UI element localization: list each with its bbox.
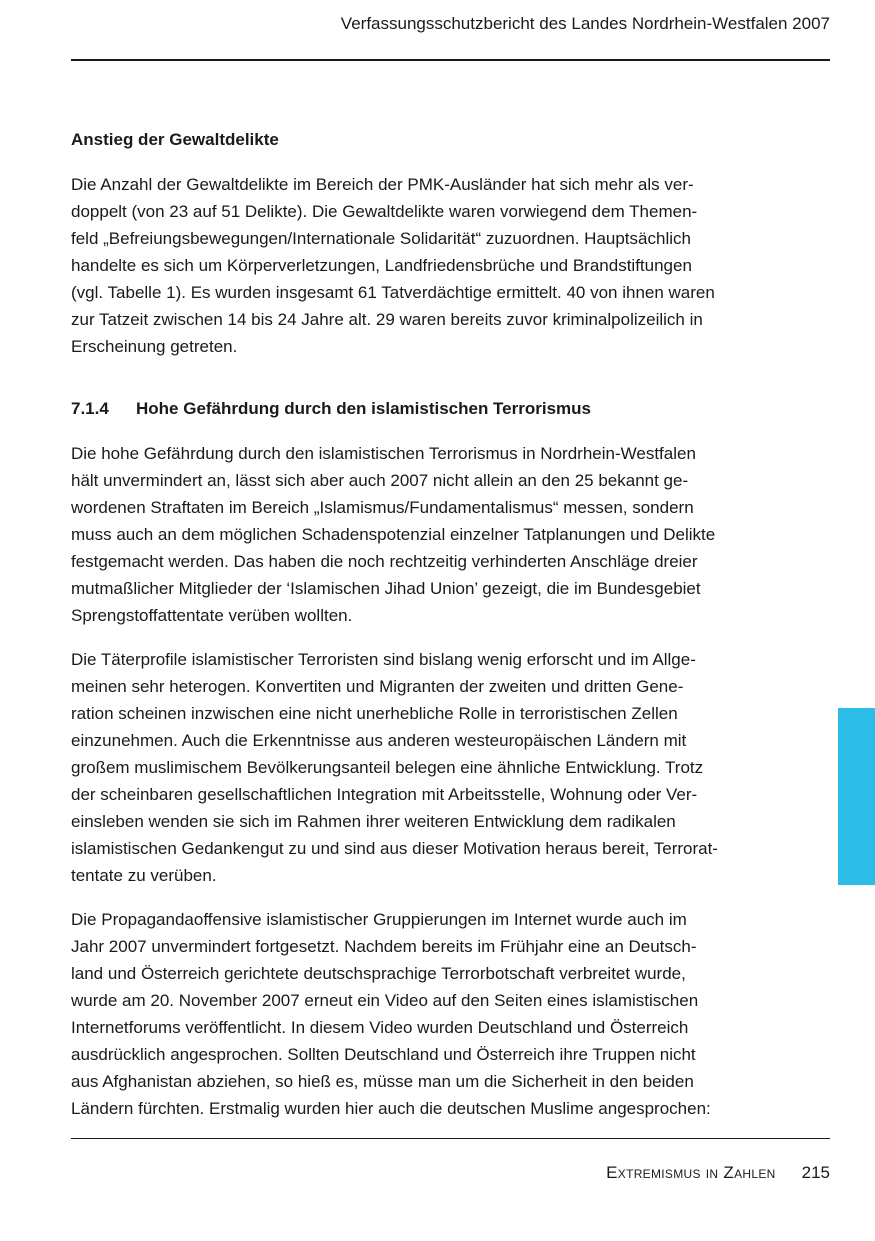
footer-section-title: Extremismus in Zahlen xyxy=(606,1163,776,1182)
text-line: hält unvermindert an, lässt sich aber auch 2007 nicht allein an den 25 bekannt ge- xyxy=(71,471,689,490)
text-line: einsleben wenden sie sich im Rahmen ihrer weiteren Entwicklung dem radikalen xyxy=(71,812,676,831)
paragraph-gefaehrdung xyxy=(71,440,791,629)
text-line: handelte es sich um Körperverletzungen, Landfriedensbrüche und Brandstiftungen xyxy=(71,256,692,275)
text-line: Jahr 2007 unvermindert fortgesetzt. Nachdem bereits im Frühjahr eine an Deutsch- xyxy=(71,937,697,956)
text-line: großem muslimischem Bevölkerungsanteil belegen eine ähnliche Entwicklung. Trotz xyxy=(71,758,704,777)
page-number: 215 xyxy=(801,1163,830,1182)
text-line: Erscheinung getreten. xyxy=(71,337,238,356)
text-line: meinen sehr heterogen. Konvertiten und Migranten der zweiten und dritten Gene- xyxy=(71,677,684,696)
text-line: islamistischen Gedankengut zu und sind aus dieser Motivation heraus bereit, Terrorat- xyxy=(71,839,718,858)
text-line: Die Täterprofile islamistischer Terroristen sind bislang wenig erforscht und im Allge- xyxy=(71,650,696,669)
text-line: (vgl. Tabelle 1). Es wurden insgesamt 61 Tatverdächtige ermittelt. 40 von ihnen waren xyxy=(71,283,715,302)
text-line: mutmaßlicher Mitglieder der ‘Islamischen Jihad Union’ gezeigt, die im Bundesgebiet xyxy=(71,579,701,598)
paragraph-taeterprofile xyxy=(71,646,791,889)
text-line: feld „Befreiungsbewegungen/Internationale Solidarität“ zuzuordnen. Hauptsächlich xyxy=(71,229,691,248)
page-footer xyxy=(606,1163,830,1183)
chapter-title: Hohe Gefährdung durch den islamistischen Terrorismus xyxy=(136,399,591,418)
text-line: Sprengstoffattentate verüben wollten. xyxy=(71,606,353,625)
text-line: festgemacht werden. Das haben die noch rechtzeitig verhinderten Anschläge dreier xyxy=(71,552,698,571)
text-line: tentate zu verüben. xyxy=(71,866,217,885)
text-line: der scheinbaren gesellschaftlichen Integration mit Arbeitsstelle, Wohnung oder Ver- xyxy=(71,785,698,804)
text-line: Internetforums veröffentlicht. In diesem Video wurden Deutschland und Österreich xyxy=(71,1018,689,1037)
text-line: Die Propagandaoffensive islamistischer Gruppierungen im Internet wurde auch im xyxy=(71,910,687,929)
section-heading: Anstieg der Gewaltdelikte xyxy=(71,130,279,149)
text-line: zur Tatzeit zwischen 14 bis 24 Jahre alt. 29 waren bereits zuvor kriminalpolizeilich in xyxy=(71,310,703,329)
text-line: Ländern fürchten. Erstmalig wurden hier auch die deutschen Muslime angesprochen: xyxy=(71,1099,711,1118)
header-rule xyxy=(71,59,830,61)
text-line: Die Anzahl der Gewaltdelikte im Bereich der PMK-Ausländer hat sich mehr als ver- xyxy=(71,175,694,194)
text-line: Die hohe Gefährdung durch den islamistischen Terrorismus in Nordrhein-Westfalen xyxy=(71,444,696,463)
page-body xyxy=(71,126,791,1122)
chapter-tab-marker xyxy=(838,708,875,885)
text-line: aus Afghanistan abziehen, so hieß es, müsse man um die Sicherheit in den beiden xyxy=(71,1072,694,1091)
text-line: doppelt (von 23 auf 51 Delikte). Die Gewaltdelikte waren vorwiegend dem Themen- xyxy=(71,202,698,221)
footer-rule xyxy=(71,1138,830,1139)
paragraph-gewaltdelikte xyxy=(71,171,791,360)
text-line: einzunehmen. Auch die Erkenntnisse aus anderen westeuropäischen Ländern mit xyxy=(71,731,687,750)
paragraph-propaganda xyxy=(71,906,791,1122)
text-line: ration scheinen inzwischen eine nicht unerhebliche Rolle in terroristischen Zellen xyxy=(71,704,678,723)
chapter-number: 7.1.4 xyxy=(71,399,109,418)
text-line: ausdrücklich angesprochen. Sollten Deutschland und Österreich ihre Truppen nicht xyxy=(71,1045,696,1064)
text-line: muss auch an dem möglichen Schadenspotenzial einzelner Tatplanungen und Delikte xyxy=(71,525,716,544)
text-line: wordenen Straftaten im Bereich „Islamismus/Fundamentalismus“ messen, sondern xyxy=(71,498,694,517)
running-header: Verfassungsschutzbericht des Landes Nordrhein-Westfalen 2007 xyxy=(340,14,830,33)
chapter-heading xyxy=(71,395,791,422)
text-line: land und Österreich gerichtete deutschsprachige Terrorbotschaft verbreitet wurde, xyxy=(71,964,686,983)
text-line: wurde am 20. November 2007 erneut ein Video auf den Seiten eines islamistischen xyxy=(71,991,699,1010)
